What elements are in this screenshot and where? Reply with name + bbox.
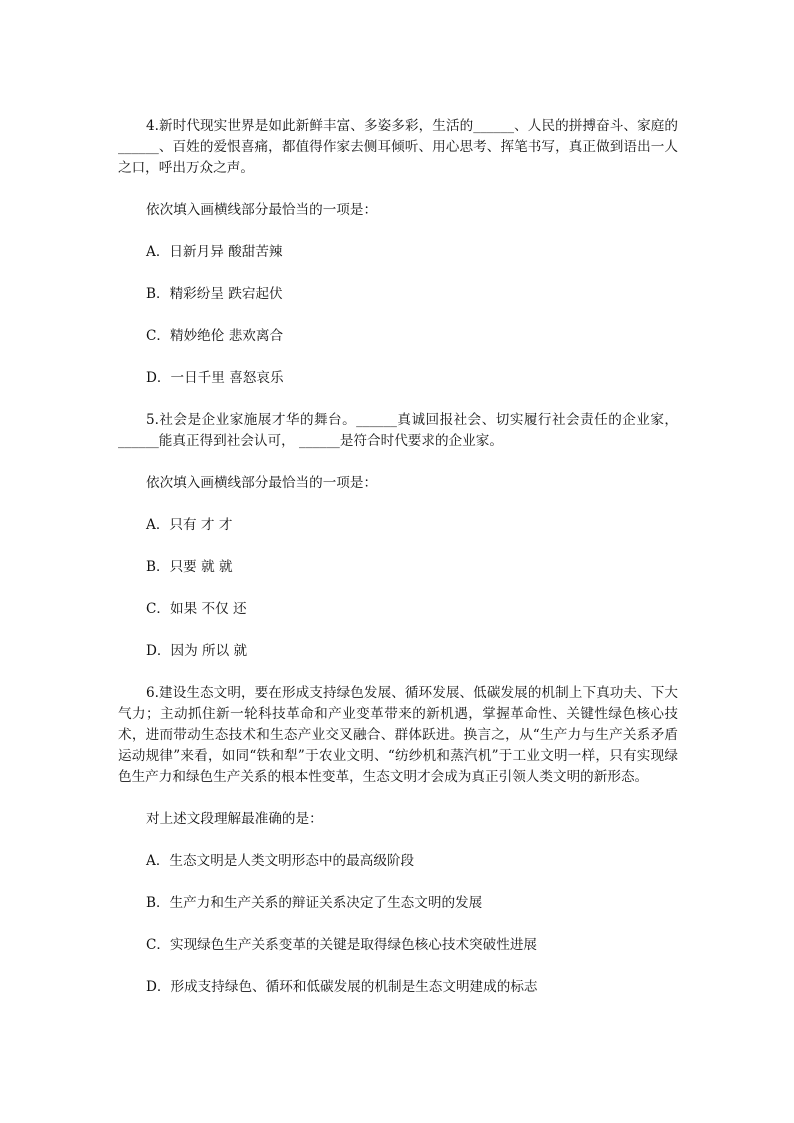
option-d: D．一日千里 喜怒哀乐 — [146, 370, 284, 386]
document-page — [118, 116, 678, 998]
option-b: B．只要 就 就 — [146, 559, 233, 575]
option-d: D．形成支持绿色、循环和低碳发展的机制是生态文明建成的标志 — [146, 979, 538, 995]
option-c: C．如果 不仅 还 — [146, 601, 247, 617]
question-4 — [118, 116, 678, 389]
option-c: C．实现绿色生产关系变革的关键是取得绿色核心技术突破性进展 — [146, 937, 538, 953]
option-d: D．因为 所以 就 — [146, 643, 248, 659]
question-prompt: 依次填入画横线部分最恰当的一项是： — [146, 202, 378, 218]
option-b: B．生产力和生产关系的辩证关系决定了生态文明的发展 — [146, 895, 483, 911]
question-stem: 5.社会是企业家施展才华的舞台。______真诚回报社会、切实履行社会责任的企业家，______能真正得到社会认可， ______是符合时代要求的企业家。 — [118, 412, 678, 449]
option-a: A．只有 才 才 — [146, 517, 233, 533]
question-6 — [118, 683, 678, 998]
question-prompt: 对上述文段理解最准确的是： — [146, 811, 323, 827]
question-stem: 4.新时代现实世界是如此新鲜丰富、多姿多彩，生活的______、人民的拼搏奋斗、家庭的______、百姓的爱恨喜痛，都值得作家去侧耳倾听、用心思考、挥笔书写，真正做到语出一人之口，呼出万众之声。 — [118, 118, 678, 176]
option-a: A．生态文明是人类文明形态中的最高级阶段 — [146, 853, 415, 869]
question-prompt: 依次填入画横线部分最恰当的一项是： — [146, 475, 378, 491]
option-b: B．精彩纷呈 跌宕起伏 — [146, 286, 283, 302]
option-c: C．精妙绝伦 悲欢离合 — [146, 328, 284, 344]
question-5 — [118, 410, 678, 662]
question-stem: 6.建设生态文明，要在形成支持绿色发展、循环发展、低碳发展的机制上下真功夫、下大气力；主动抓住新一轮科技革命和产业变革带来的新机遇，掌握革命性、关键性绿色核心技术，进而带动生态技术和生态产业交叉融合、群体跃进。换言之，从“生产力与生产关系矛盾运动规律”来看，如同“铁和犁”于农业文明、“纺纱机和蒸汽机”于工业文明一样，只有实现绿色生产力和绿色生产关系的根本性变革，生态文明才会成为真正引领人类文明的新形态。 — [118, 685, 678, 785]
option-a: A．日新月异 酸甜苦辣 — [146, 244, 283, 260]
